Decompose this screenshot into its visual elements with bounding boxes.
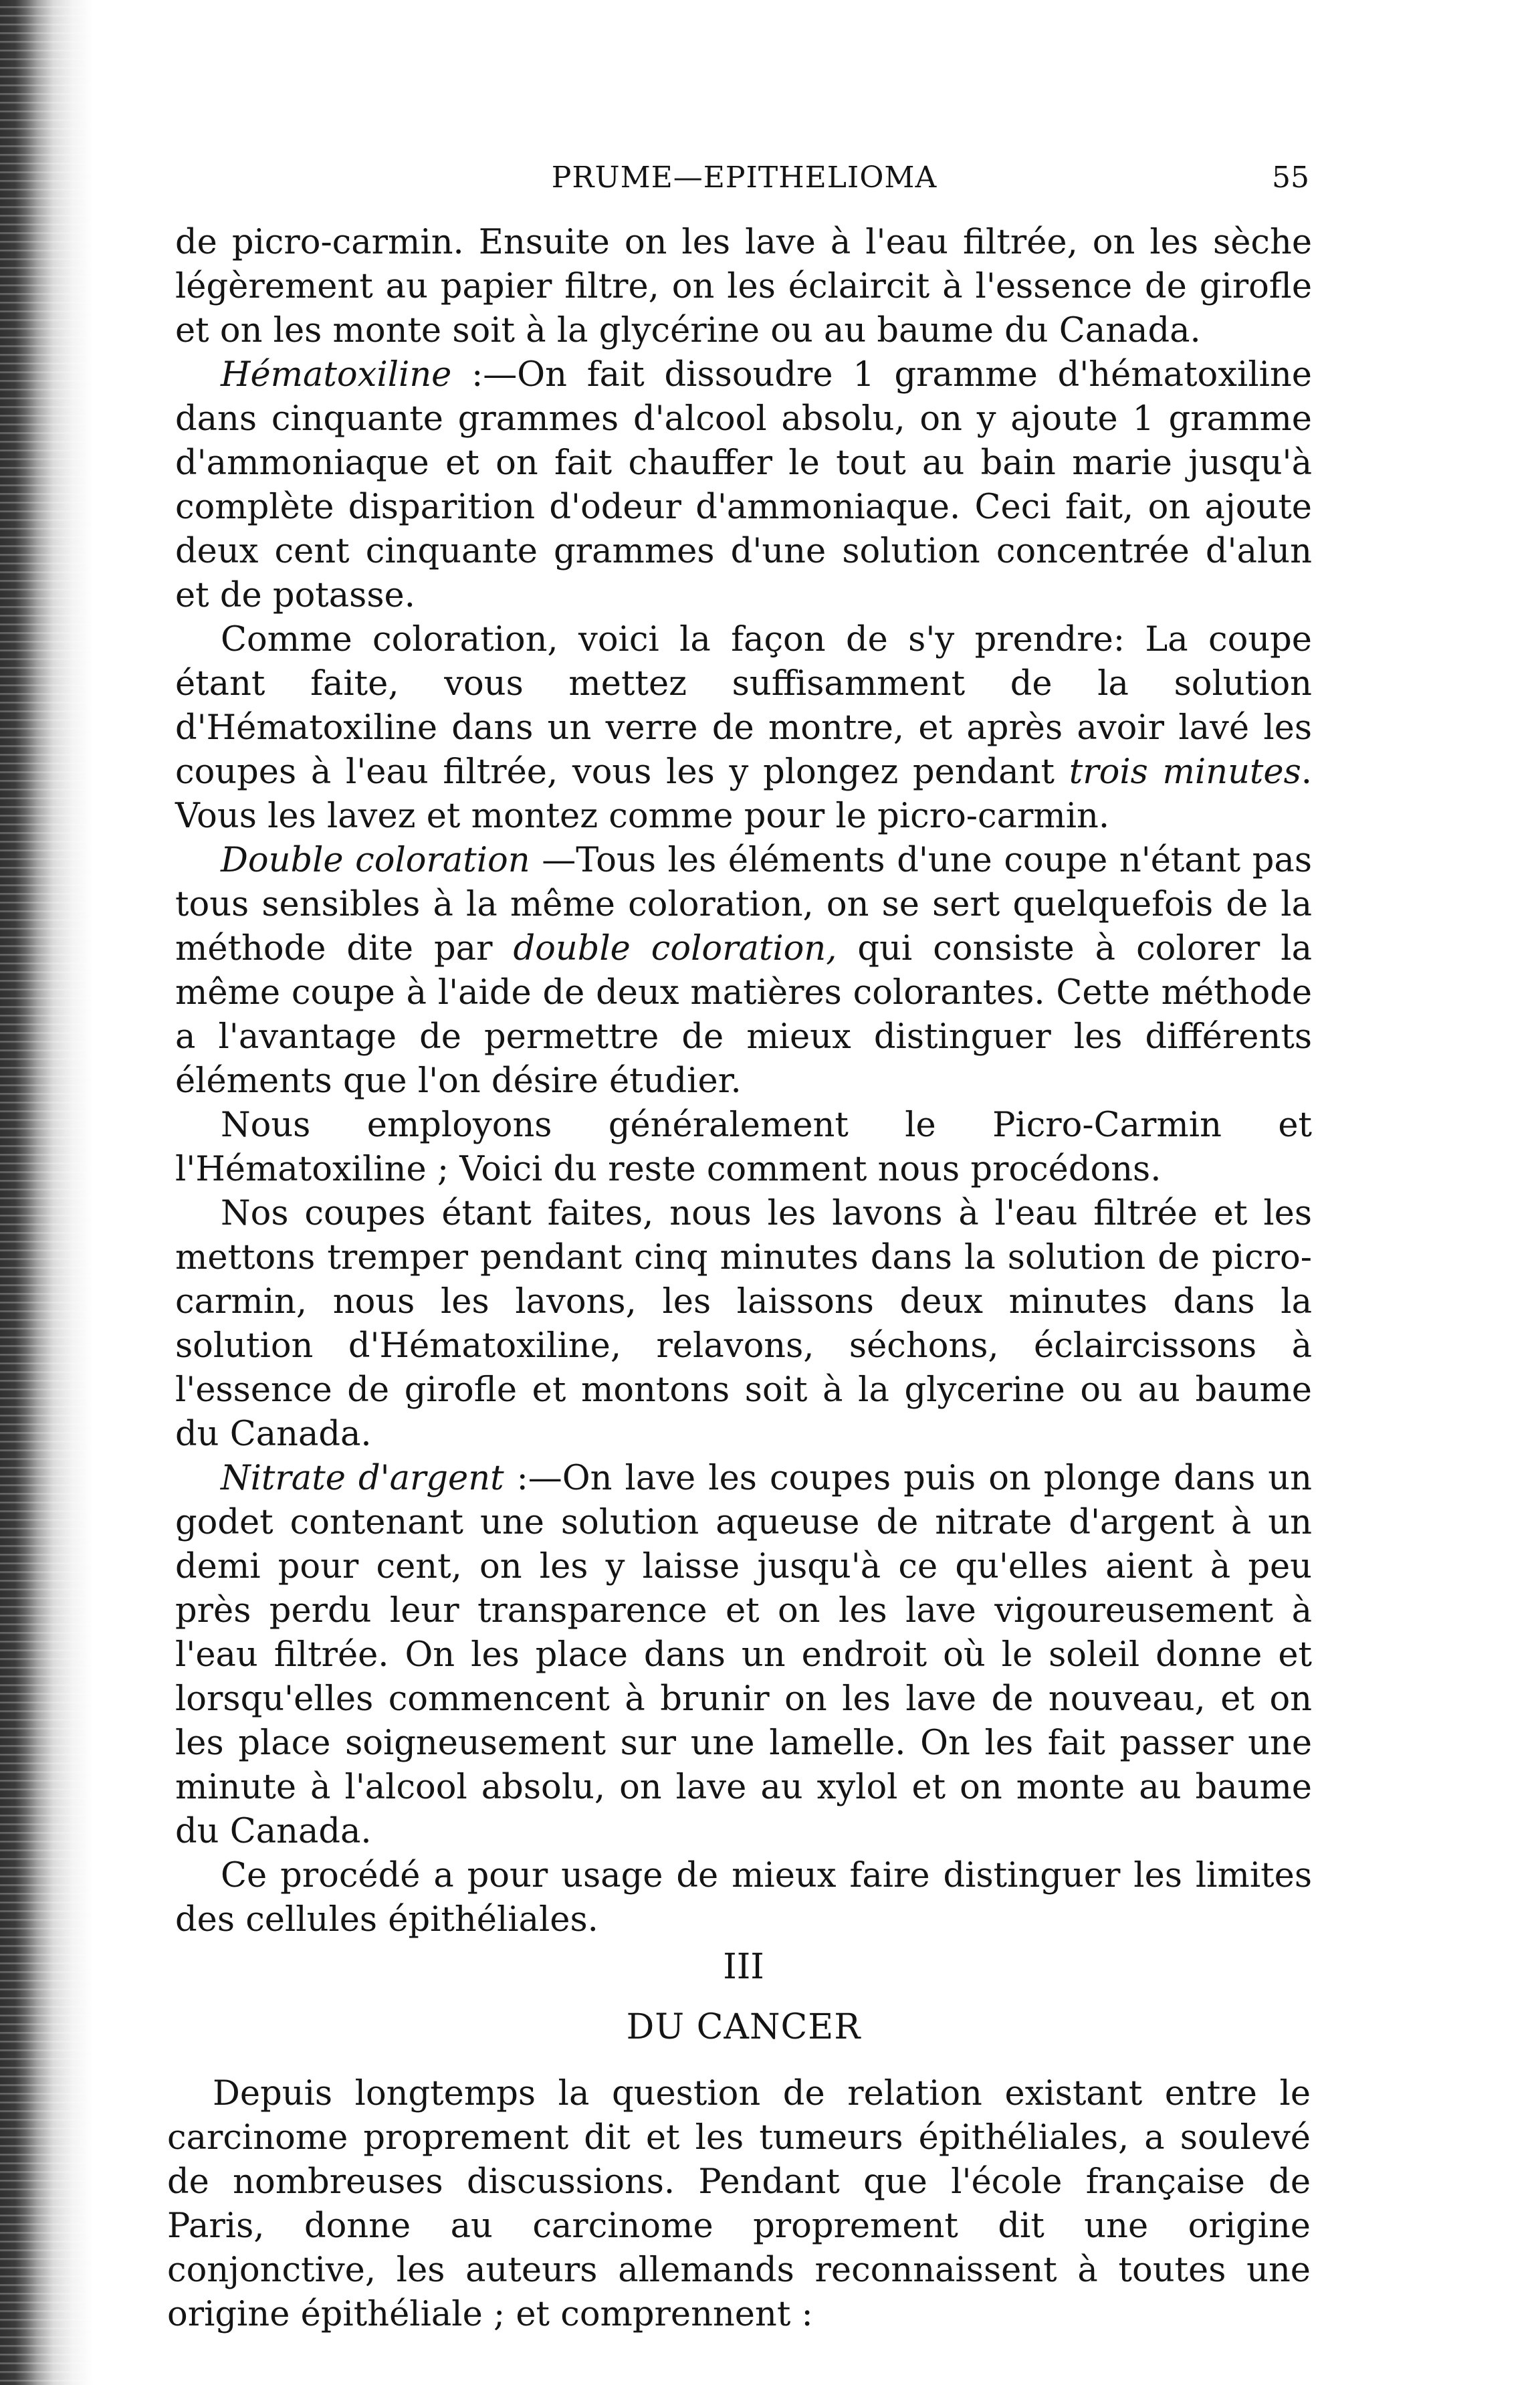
paragraph-double-coloration: [175, 839, 1312, 1104]
paragraph-procede: Ce procédé a pour usage de mieux faire distinguer les limites des cellules épithéliales.: [175, 1856, 1312, 1940]
paragraph-coupes: Nos coupes étant faites, nous les lavons à l'eau filtrée et les mettons tremper pendant cinq minutes dans la solution de picro-carmin, nous les lavons, les laissons deux minutes dans la solution d'Hématoxiline, relavons, séchons, éclaircissons à l'essence de girofle et montons soit à la glycerine ou au baume du Canada.: [175, 1194, 1312, 1454]
running-title: PRUME—EPITHELIOMA: [551, 161, 938, 195]
body-text: [175, 221, 1312, 2072]
double-coloration-emphasis: double coloration,: [513, 929, 837, 968]
double-coloration-label: Double coloration: [221, 841, 530, 880]
coloration-text-before: Comme coloration, voici la façon de s'y prendre: La coupe étant faite, vous mettez suffisamment de la solution d'Hématoxiline dans un verre de montre, et après avoir lavé les coupes à l'eau filtrée, vous les y plongez pendant: [175, 620, 1312, 792]
paragraph-1: de picro-carmin. Ensuite on les lave à l'eau filtrée, on les sèche légèrement au papier filtre, on les éclaircit à l'essence de girofle et on les monte soit à la glycérine ou au baume du Canada.: [175, 223, 1312, 350]
section-number: III: [723, 1947, 764, 1987]
hematoxiline-text: :—On fait dissoudre 1 gramme d'hématoxiline dans cinquante grammes d'alcool absolu, on y ajoute 1 gramme d'ammoniaque et on fait chauffer le tout au bain marie jusqu'à complète disparition d'odeur d'ammoniaque. Ceci fait, on ajoute deux cent cinquante grammes d'une solution concentrée d'alun et de potasse.: [175, 355, 1312, 615]
paragraph-employons: Nous employons généralement le Picro-Carmin et l'Hématoxiline ; Voici du reste comment nous procédons.: [175, 1106, 1312, 1189]
double-coloration-text-after: qui consiste à colorer la même coupe à l'aide de deux matières colorantes. Cette méthode a l'avantage de permettre de mieux distinguer les différents éléments que l'on désire étudier.: [175, 929, 1312, 1101]
page-binding-edge: [0, 0, 94, 2385]
coloration-emphasis: trois minutes: [1069, 752, 1301, 792]
cancer-section-text: [167, 2072, 1311, 2337]
coloration-text-after: . Vous les lavez et montez comme pour le picro-carmin.: [175, 752, 1312, 836]
paragraph-hematoxiline: [175, 353, 1312, 618]
hematoxiline-label: Hématoxiline: [221, 355, 452, 395]
running-head: [179, 158, 1309, 198]
page-number: 55: [1272, 161, 1309, 195]
paragraph-coloration: [175, 618, 1312, 839]
paragraph-nitrate: [175, 1457, 1312, 1854]
nitrate-label: Nitrate d'argent: [221, 1459, 504, 1498]
section-title: DU CANCER: [626, 2007, 861, 2047]
cancer-paragraph: Depuis longtemps la question de relation existant entre le carcinome proprement dit et les tumeurs épithéliales, a soulevé de nombreuses discussions. Pendant que l'école française de Paris, donne au carcinome proprement dit une origine conjonctive, les auteurs allemands reconnaissent à toutes une origine épithéliale ; et comprennent :: [167, 2074, 1311, 2334]
double-coloration-text-before: —Tous les éléments d'une coupe n'étant pas tous sensibles à la même coloration, on se sert quelquefois de la méthode dite par: [175, 841, 1312, 968]
nitrate-text: :—On lave les coupes puis on plonge dans un godet contenant une solution aqueuse de nitrate d'argent à un demi pour cent, on les y laisse jusqu'à ce qu'elles aient à peu près perdu leur transparence et on les lave vigoureusement à l'eau filtrée. On les place dans un endroit où le soleil donne et lorsqu'elles commencent à brunir on les lave de nouveau, et on les place soigneusement sur une lamelle. On les fait passer une minute à l'alcool absolu, on lave au xylol et on monte au baume du Canada.: [175, 1459, 1312, 1851]
